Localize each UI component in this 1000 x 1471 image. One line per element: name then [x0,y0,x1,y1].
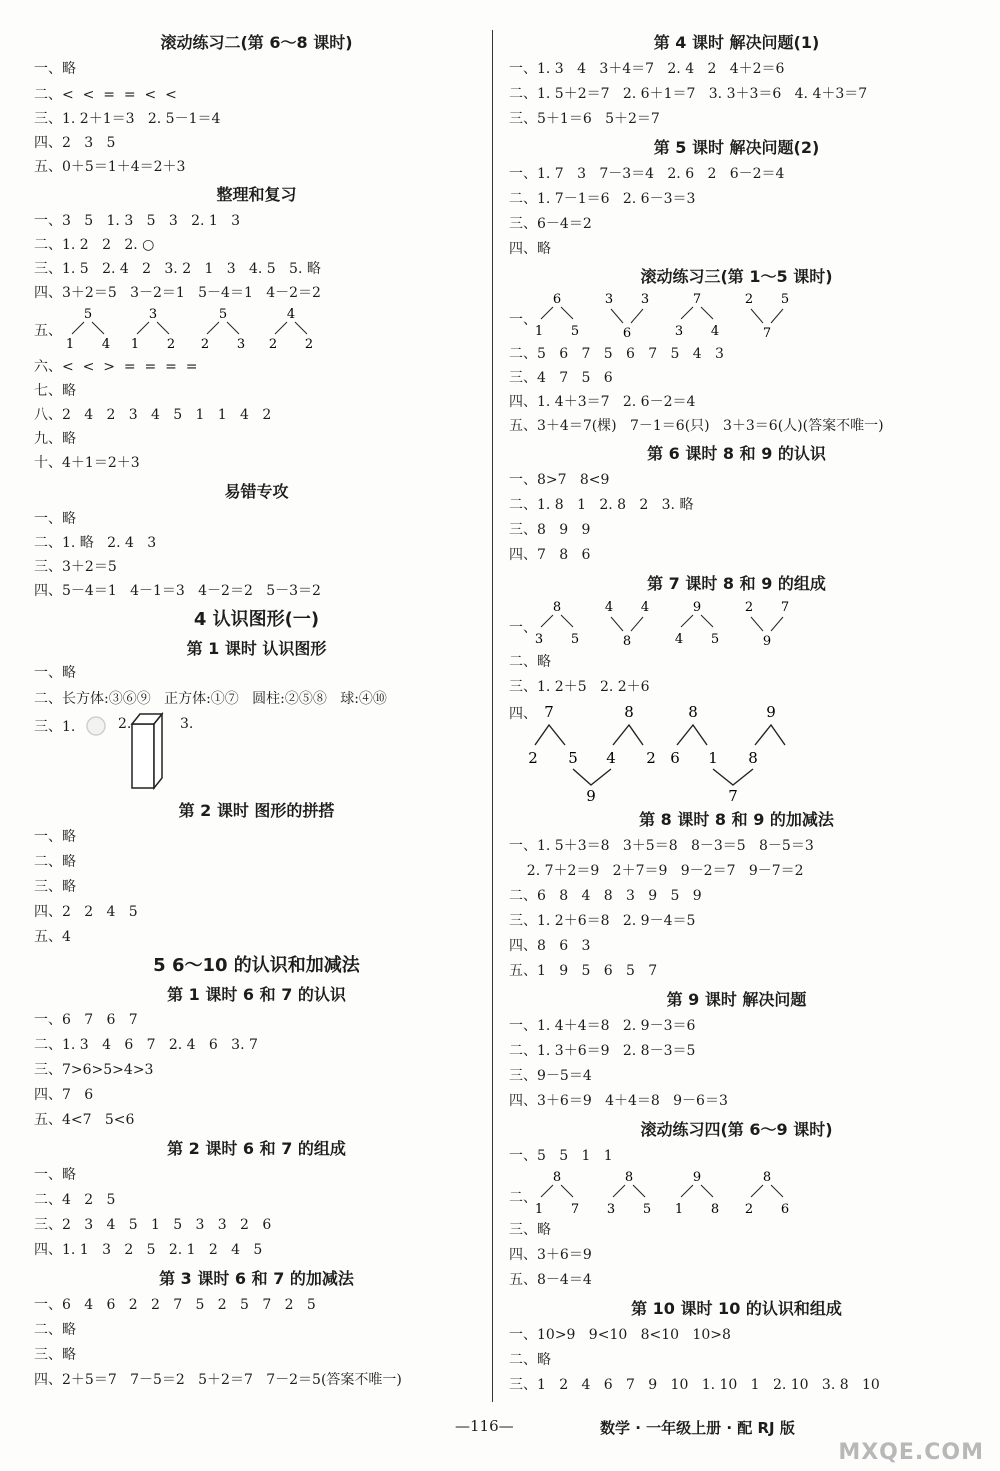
answer-line: 五、8－4＝4 [509,1272,592,1288]
bond-right: 5 [642,1202,652,1217]
section-rolling-practice-2 [34,28,479,180]
bond-right: 5 [570,632,580,647]
bond-left: 1 [674,1202,684,1217]
bond-left: 1 [65,337,75,352]
section-6-7-recognition [34,981,479,1134]
shape-answers-row [34,712,479,796]
answer-line: 一、8>7 8<9 [509,472,610,488]
section-error-prone [34,476,479,604]
number-bond [605,292,649,341]
bond-left: 2 [744,292,754,307]
section-title: 第 6 课时 8 和 9 的认识 [647,444,826,463]
answer-line: 三、1. 5 2. 4 2 3. 2 1 3 4. 5 5. 略 [34,261,321,277]
answer-line: 二、1. 略 2. 4 3 [34,535,157,551]
bond-left: 1 [130,337,140,352]
answer-line: 三、4 7 5 6 [509,370,613,386]
number-bond [607,1170,651,1217]
number-bond [605,600,649,649]
cuboid-icon [130,712,170,792]
bond-top: 4 [286,307,296,322]
number-bond [745,1170,789,1217]
section-title: 第 1 课时 6 和 7 的认识 [167,985,346,1004]
zigzag-bond-row [509,701,964,805]
bond-top: 5 [218,307,228,322]
section-lesson-1-shapes [34,636,479,796]
answer-line: 2. 7＋2＝9 2＋7＝9 9－2＝7 9－7＝2 [509,863,804,879]
answer-line: 三、1. 2＋1＝3 2. 5－1＝4 [34,111,221,127]
bond-left: 2 [744,1202,754,1217]
answer-line: 四、5－4＝1 4－1＝3 4－2＝2 5－3＝2 [34,583,321,599]
section-title: 第 7 课时 8 和 9 的组成 [647,574,826,593]
section-problem-solving-2 [509,133,964,263]
number-bond [535,292,579,339]
answer-line: 二、略 [509,654,551,670]
answer-line: 二、略 [34,1322,76,1338]
bond-left: 1 [534,1202,544,1217]
bond-right: 8 [710,1202,720,1217]
bond-top: 3 [148,307,158,322]
zig-top: 8 [624,703,634,721]
column-divider [492,30,493,1402]
bond-top: 7 [692,292,702,307]
bond-right: 5 [780,292,790,307]
answer-line: 三、1. 2＋6＝8 2. 9－4＝5 [509,913,696,929]
question-label: 一、 [509,312,537,328]
bond-top: 8 [622,634,632,649]
question-label: 二、 [509,1190,537,1206]
zig-bottom: 2 [646,749,656,767]
bond-right: 4 [710,324,720,339]
bond-left: 2 [200,337,210,352]
answer-line: 三、6－4＝2 [509,216,592,232]
answer-line: 七、略 [34,383,76,399]
answer-line: 一、略 [34,1167,76,1183]
answer-line: 二、< < = = < < [34,87,177,103]
answer-line: 三、3＋2＝5 [34,559,117,575]
bond-right: 5 [570,324,580,339]
answer-line: 三、7>6>5>4>3 [34,1062,154,1078]
answer-line: 一、1. 3 4 3＋4＝7 2. 4 2 4＋2＝6 [509,61,785,77]
zig-nadir: 7 [728,787,738,805]
bond-right: 3 [640,292,650,307]
bond-left: 3 [604,292,614,307]
zig-top: 8 [688,703,698,721]
answer-line: 一、1. 5＋3＝8 3＋5＝8 8－3＝5 8－5＝3 [509,838,814,854]
answer-line: 三、略 [509,1222,551,1238]
answer-line: 二、1. 5＋2＝7 2. 6＋1＝7 3. 3＋3＝6 4. 4＋3＝7 [509,86,868,102]
zig-bottom: 1 [708,749,718,767]
number-bond [535,1170,579,1217]
answer-line: 五、0＋5＝1＋4＝2＋3 [34,159,186,175]
section-title: 第 9 课时 解决问题 [666,990,807,1009]
section-title: 第 3 课时 6 和 7 的加减法 [159,1269,354,1288]
answer-line: 二、5 6 7 5 6 7 5 4 3 [509,346,724,362]
number-bond [675,600,719,647]
section-title: 滚动练习四(第 6～9 课时) [640,1120,833,1139]
bond-left: 4 [604,600,614,615]
zig-bottom: 6 [670,749,680,767]
bond-top: 8 [552,1170,562,1185]
answer-line: 一、10>9 9<10 8<10 10>8 [509,1327,731,1343]
bond-right: 6 [780,1202,790,1217]
section-title: 第 5 课时 解决问题(2) [653,138,820,157]
question-label: 五、 [34,323,62,339]
section-title: 滚动练习三(第 1～5 课时) [640,267,833,286]
ball-icon [82,712,112,742]
answer-line: 二、1. 3 4 6 7 2. 4 6 3. 7 [34,1037,258,1053]
bond-right: 4 [640,600,650,615]
answer-line: 二、1. 3＋6＝9 2. 8－3＝5 [509,1043,696,1059]
answer-line: 一、1. 7 3 7－3＝4 2. 6 2 6－2＝4 [509,166,785,182]
section-6-7-composition [34,1134,479,1264]
number-bond-diagram [34,306,334,354]
bond-top: 8 [624,1170,634,1185]
answer-line: 一、略 [34,61,76,77]
bond-right: 7 [570,1202,580,1217]
section-lesson-2-building [34,796,479,951]
answer-line: 五、1 9 5 6 5 7 [509,963,658,979]
answer-line: 三、略 [34,879,76,895]
number-bond [66,307,110,352]
answer-line: 一、略 [34,511,76,527]
answer-line: 一、略 [34,829,76,845]
number-bond-row [34,306,479,356]
answer-line: 四、略 [509,241,551,257]
bond-right: 5 [710,632,720,647]
question-label: 一、 [509,620,537,636]
bond-left: 2 [268,337,278,352]
answer-line: 三、9－5＝4 [509,1068,592,1084]
answer-line: 四、3＋6＝9 [509,1247,592,1263]
chapter-title: 4 认识图形(一) [193,609,320,630]
question-label: 三、1. [34,719,76,735]
answer-line: 二、1. 2 2 2. ○ [34,237,155,253]
zig-top: 7 [544,703,554,721]
section-review [34,180,479,476]
section-rolling-practice-4 [509,1115,964,1294]
answer-line: 四、1. 1 3 2 5 2. 1 2 4 5 [34,1242,263,1258]
zigzag-bond-diagram [509,701,829,805]
bond-top: 6 [552,292,562,307]
zig-bottom: 5 [568,749,578,767]
answer-line: 三、8 9 9 [509,522,591,538]
answer-line: 二、1. 7－1＝6 2. 6－3＝3 [509,191,696,207]
section-title: 第 1 课时 认识图形 [186,639,327,658]
section-title: 第 2 课时 6 和 7 的组成 [167,1139,346,1158]
section-10-recognition [509,1294,964,1399]
answer-line: 五、3＋4＝7(棵) 7－1＝6(只) 3＋3＝6(人)(答案不唯一) [509,418,884,434]
section-6-7-add-subtract [34,1264,479,1394]
section-8-9-composition [509,569,964,805]
section-problem-solving-1 [509,28,964,133]
bond-right: 4 [101,337,111,352]
number-bond-row [509,1169,964,1219]
section-title: 易错专攻 [224,482,289,501]
bond-right: 2 [304,337,314,352]
answer-line: 三、1. 2＋5 2. 2＋6 [509,679,650,695]
answer-line: 二、略 [509,1352,551,1368]
answer-line: 九、略 [34,431,76,447]
bond-right: 7 [780,600,790,615]
zig-top: 9 [766,703,776,721]
number-bond [745,600,789,649]
answer-line: 四、3＋6＝9 4＋4＝8 9－6＝3 [509,1093,728,1109]
bond-top: 6 [622,326,632,341]
answer-line: 二、略 [34,854,76,870]
answer-line: 五、4<7 5<6 [34,1112,135,1128]
answer-line: 四、1. 4＋3＝7 2. 6－2＝4 [509,394,696,410]
section-title: 第 8 课时 8 和 9 的加减法 [639,810,834,829]
zig-bottom: 2 [528,749,538,767]
zig-nadir: 9 [586,787,596,805]
chapter-title: 5 6～10 的认识和加减法 [153,955,360,976]
bond-top: 9 [692,1170,702,1185]
answer-line: 一、5 5 1 1 [509,1148,613,1164]
answer-line: 三、2 3 4 5 1 5 3 3 2 6 [34,1217,272,1233]
answer-line: 四、3＋2＝5 3－2＝1 5－4＝1 4－2＝2 [34,285,321,301]
section-title: 第 2 课时 图形的拼搭 [178,801,335,820]
section-8-9-add-subtract [509,805,964,985]
number-bond [131,307,175,352]
answer-line: 八、2 4 2 3 4 5 1 1 4 2 [34,407,272,423]
bond-top: 9 [762,634,772,649]
number-bond [675,1170,719,1217]
section-problem-solving-3 [509,985,964,1115]
number-bond [535,600,579,647]
bond-left: 3 [534,632,544,647]
number-bond [201,307,245,352]
left-column [34,28,479,1394]
section-title: 整理和复习 [216,185,297,204]
right-column [509,28,964,1399]
answer-line: 四、2＋5＝7 7－5＝2 5＋2＝7 7－2＝5(答案不唯一) [34,1372,402,1388]
bond-top: 7 [762,326,772,341]
answer-line: 一、1. 4＋4＝8 2. 9－3＝6 [509,1018,696,1034]
answer-line: 二、1. 8 1 2. 8 2 3. 略 [509,497,694,513]
answer-line: 四、7 6 [34,1087,94,1103]
answer-line: 一、略 [34,665,76,681]
answer-line: 三、1 2 4 6 7 9 10 1. 10 1 2. 10 3. 8 10 [509,1377,880,1393]
zig-bottom: 4 [606,749,616,767]
number-bond-diagram [509,291,809,343]
answer-line: 二、长方体:③⑥⑨ 正方体:①⑦ 圆柱:②⑤⑧ 球:④⑩ [34,691,387,707]
question-label: 2. [118,716,132,732]
number-bond-row [509,291,964,343]
bond-left: 3 [674,324,684,339]
answer-line: 三、5＋1＝6 5＋2＝7 [509,111,660,127]
bond-left: 2 [744,600,754,615]
number-bond-row [509,599,964,651]
question-label: 四、 [509,706,537,722]
section-title: 滚动练习二(第 6～8 课时) [160,33,353,52]
answer-line: 三、略 [34,1347,76,1363]
section-8-9-recognition [509,439,964,569]
watermark: MXQE.COM [838,1440,984,1465]
number-bond [675,292,719,339]
answer-line: 二、4 2 5 [34,1192,116,1208]
bond-left: 3 [606,1202,616,1217]
answer-line: 四、2 2 4 5 [34,904,138,920]
answer-line: 四、8 6 3 [509,938,591,954]
bond-right: 2 [166,337,176,352]
section-title: 第 4 课时 解决问题(1) [653,33,820,52]
bond-top: 9 [692,600,702,615]
number-bond-diagram [509,1169,809,1219]
answer-line: 二、6 8 4 8 3 9 5 9 [509,888,702,904]
number-bond [745,292,789,341]
answer-line: 五、4 [34,929,71,945]
section-title: 第 10 课时 10 的认识和组成 [631,1299,842,1318]
bond-top: 8 [762,1170,772,1185]
page-number: —116— [455,1417,514,1435]
bond-left: 4 [674,632,684,647]
answer-line: 一、6 4 6 2 2 7 5 2 5 7 2 5 [34,1297,316,1313]
section-rolling-practice-3 [509,263,964,439]
bond-right: 3 [236,337,246,352]
answer-line: 四、2 3 5 [34,135,116,151]
number-bond-diagram [509,599,809,651]
bond-top: 8 [552,600,562,615]
zig-bottom: 8 [748,749,758,767]
book-info: 数学 · 一年级上册 · 配 RJ 版 [600,1419,795,1437]
answer-line: 六、< < > = = = = [34,359,198,375]
number-bond [269,307,313,352]
bond-top: 5 [83,307,93,322]
answer-line: 一、6 7 6 7 [34,1012,138,1028]
answer-line: 四、7 8 6 [509,547,591,563]
bond-left: 1 [534,324,544,339]
answer-line: 十、4＋1＝2＋3 [34,455,140,471]
answer-line: 一、3 5 1. 3 5 3 2. 1 3 [34,213,241,229]
question-label: 3. [180,716,194,732]
